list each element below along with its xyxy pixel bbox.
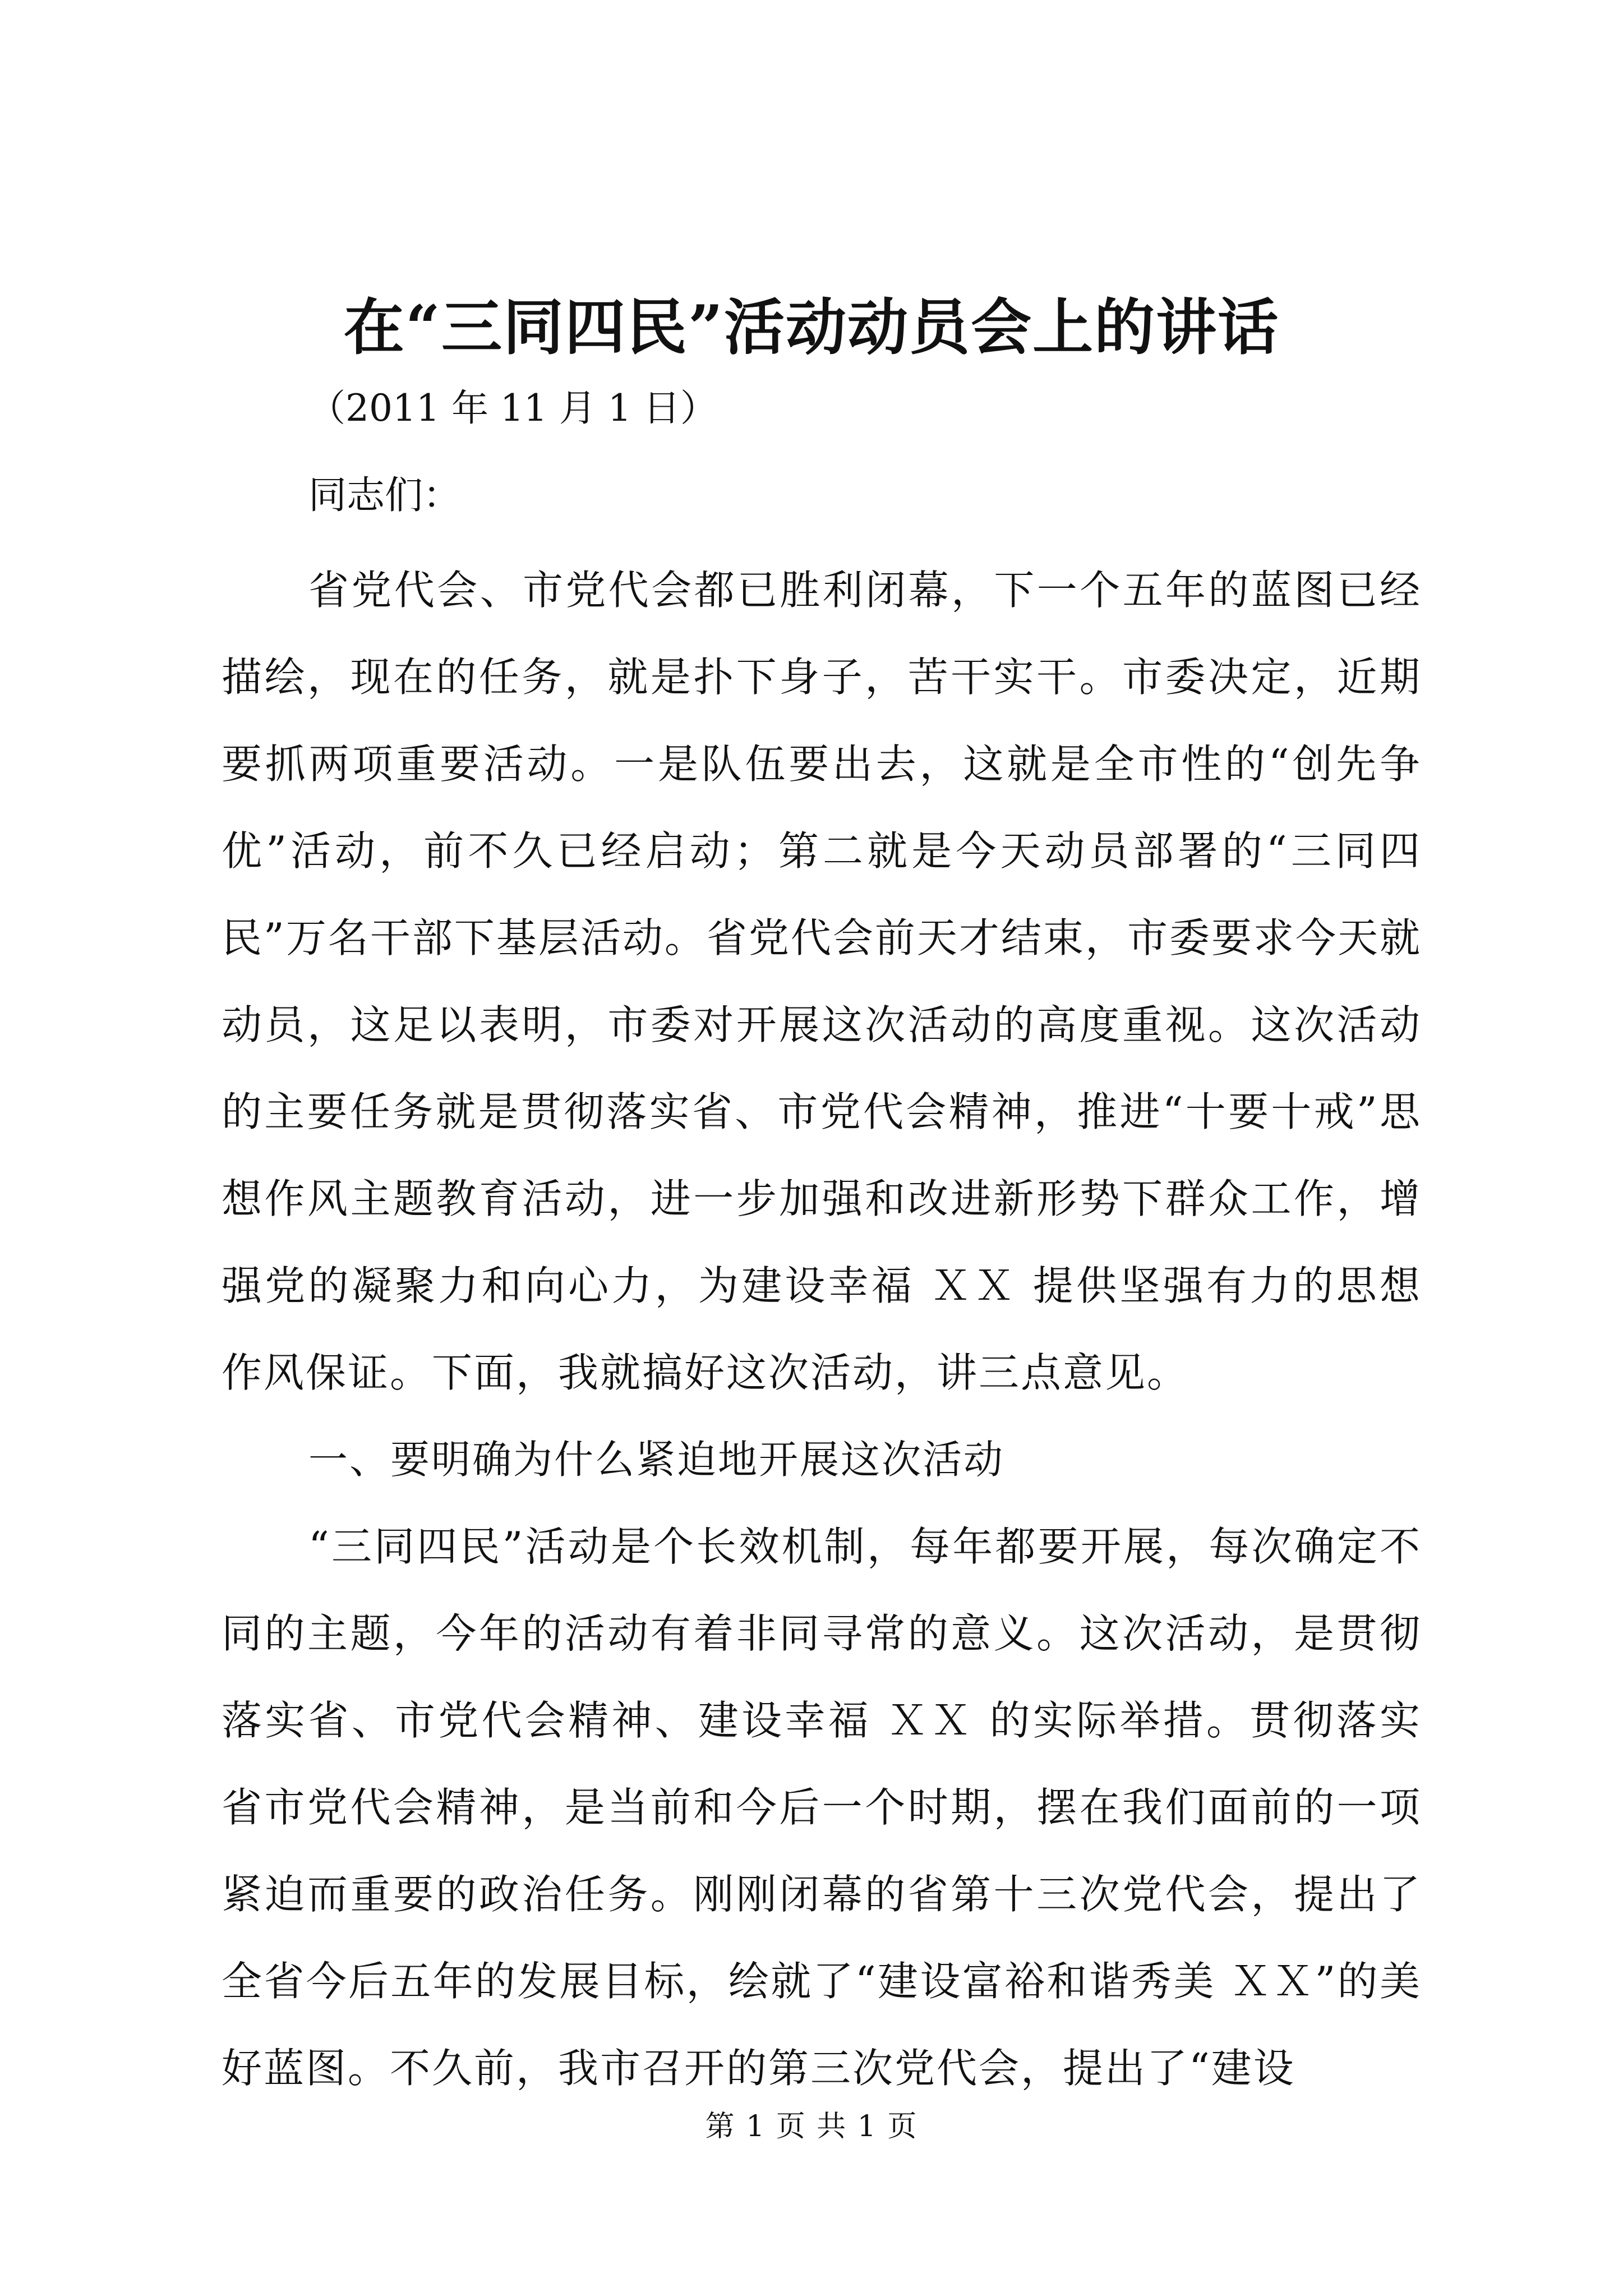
section-heading: 一、要明确为什么紧迫地开展这次活动 xyxy=(308,1437,1004,1483)
document-title: 在“三同四民”活动动员会上的讲话 xyxy=(343,292,1280,363)
greeting: 同志们： xyxy=(308,473,462,518)
page-footer: 第 1 页 共 1 页 xyxy=(705,2110,918,2143)
paragraph: 省党代会、市党代会都已胜利闭幕，下一个五年的蓝图已经描绘，现在的任务，就是扑下身子，苦干实干。市委决定，近期要抓两项重要活动。一是队伍要出去，这就是全市性的“创先争优”活动，前不久已经启动；第二就是今天动员部署的“三同四民”万名干部下基层活动。省党代会前天才结束，市委要求今天就动员，这足以表明，市委对开展这次活动的高度重视。这次活动的主要任务就是贯彻落实省、市党代会精神，推进“十要十戒”思想作风主题教育活动，进一步加强和改进新形势下群众工作，增强党的凝聚力和向心力，为建设幸福 ＸＸ 提供坚强有力的思想作风保证。下面，我就搞好这次活动，讲三点意见。 xyxy=(222,567,1422,1396)
paragraph: “三同四民”活动是个长效机制，每年都要开展，每次确定不同的主题，今年的活动有着非同寻常的意义。这次活动，是贯彻落实省、市党代会精神、建设幸福 ＸＸ 的实际举措。贯彻落实省市党代会精神，是当前和今后一个时期，摆在我们面前的一项紧迫而重要的政治任务。刚刚闭幕的省第十三次党代会，提出了全省今后五年的发展目标，绘就了“建设富裕和谐秀美 ＸＸ”的美好蓝图。不久前，我市召开的第三次党代会，提出了“建设 xyxy=(222,1523,1422,2092)
speech-date: （2011 年 11 月 1 日） xyxy=(308,386,717,430)
document-body xyxy=(222,547,1422,2112)
